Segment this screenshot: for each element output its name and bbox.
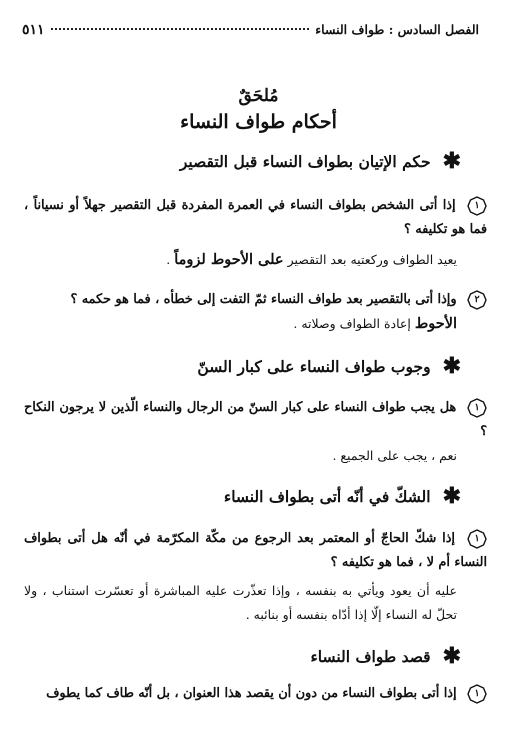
section-heading (40, 355, 461, 377)
section-heading-text: حكم الإتيان بطواف النساء قبل التقصير (179, 151, 431, 171)
appendix-title: أحكام طواف النساء (180, 111, 337, 133)
question-block (24, 527, 487, 627)
appendix-label: مُلحَقٌ (238, 86, 279, 106)
answer-text: الأحوط إعادة الطواف وصلاته . (293, 315, 457, 332)
running-header (22, 22, 479, 44)
question-block (24, 396, 487, 468)
section-heading (40, 150, 461, 172)
section-heading-text: وجوب طواف النساء على كبار السنّ (197, 356, 431, 376)
question-text: ١ إذا أتى الشخص بطواف النساء في العمرة المفردة قبل التقصير جهلاً أو نسياناً ، فما هو تكليفه ؟ (24, 194, 487, 242)
answer-text: عليه أن يعود ويأتي به بنفسه ، وإذا تعذّرت عليه المباشرة أو تعسّرت استناب ، ولا تحلّ له النساء إلّا إذا أدّاه بنفسه أو بنائبه . (24, 583, 457, 622)
section-heading (40, 485, 461, 507)
answer-emphasis: على الأحوط لزوماً (174, 251, 284, 268)
question-number: ١ (474, 401, 480, 413)
section-heading-text: الشكّ في أنّه أتى بطواف النساء (223, 486, 431, 506)
section-heading (40, 645, 461, 667)
question-number: ١ (474, 199, 480, 211)
number-badge-icon (467, 196, 487, 216)
asterisk-icon: ✱ (442, 483, 461, 509)
page-number: ٥١١ (22, 22, 45, 38)
number-badge-icon (467, 398, 487, 418)
answer-text: نعم ، يجب على الجميع . (332, 448, 457, 463)
question-block (24, 682, 487, 706)
question-number: ٢ (474, 293, 480, 305)
question-block (24, 288, 487, 336)
question-text: ١ إذا شكّ الحاجّ أو المعتمر بعد الرجوع من مكّة المكرّمة في أنّه هل أتى بطواف النساء أم لا ، فما هو تكليفه ؟ (24, 527, 487, 575)
question-number: ١ (474, 687, 480, 699)
asterisk-icon: ✱ (442, 148, 461, 174)
asterisk-icon: ✱ (442, 353, 461, 379)
number-badge-icon (467, 290, 487, 310)
section-heading-text: قصد طواف النساء (310, 646, 431, 666)
question-block (24, 194, 487, 272)
question-text: ١ هل يجب طواف النساء على كبار السنّ من الرجال والنساء الّذين لا يرجون النكاح ؟ (24, 396, 487, 444)
answer-emphasis: الأحوط (414, 315, 457, 332)
answer-text: يعيد الطواف وركعتيه بعد التقصير على الأحوط لزوماً . (166, 251, 457, 268)
number-badge-icon (467, 529, 487, 549)
asterisk-icon: ✱ (442, 643, 461, 669)
chapter-running-title: الفصل السادس : طواف النساء (315, 22, 479, 37)
number-badge-icon (467, 684, 487, 704)
question-text: ١ إذا أتى بطواف النساء من دون أن يقصد هذا العنوان ، بل أنّه طاف كما يطوف (24, 682, 487, 706)
question-number: ١ (474, 532, 480, 544)
dotted-leader (51, 28, 310, 30)
question-text: ٢ وإذا أتى بالتقصير بعد طواف النساء ثمّ التفت إلى خطأه ، فما هو حكمه ؟ (24, 288, 487, 312)
